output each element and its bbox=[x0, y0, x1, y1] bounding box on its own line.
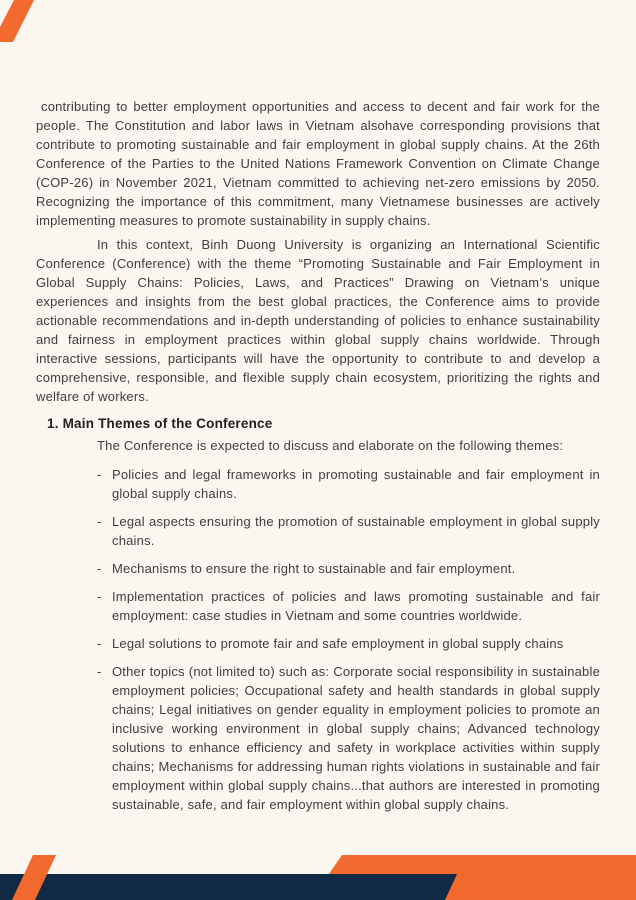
footer-navy-band-shape bbox=[0, 874, 457, 900]
section-intro-line: The Conference is expected to discuss and elaborate on the following themes: bbox=[97, 438, 564, 453]
themes-bullet-list bbox=[97, 465, 600, 814]
list-item bbox=[97, 587, 600, 625]
bullet-dash-marker: - bbox=[97, 636, 102, 651]
bullet-text-legal-aspects: Legal aspects ensuring the promotion of sustainable employment in global supply chains. bbox=[112, 514, 600, 548]
document-body bbox=[36, 97, 600, 823]
footer-ribbon-decoration bbox=[0, 830, 636, 900]
list-item bbox=[97, 512, 600, 550]
bullet-text-other-topics: Other topics (not limited to) such as: Corporate social responsibility in sustainable employment policies; Occupational safety and health standards in global supply chains; Legal initiatives on gender equality in employment policies to promote an inclusive working environment in global supply chains; Advanced technology solutions to enhance efficiency and safety in workplace activities within supply chains; Mechanisms for addressing human rights violations in sustainable and fair employment within global supply chains...that authors are interested in promoting sustainable, safe, and fair employment within global supply chains. bbox=[112, 664, 600, 812]
list-item bbox=[97, 634, 600, 653]
bullet-dash-marker: - bbox=[97, 561, 102, 576]
list-item bbox=[97, 662, 600, 814]
bullet-text-legal-solutions: Legal solutions to promote fair and safe employment in global supply chains bbox=[112, 636, 564, 651]
section-heading-main-themes: 1. Main Themes of the Conference bbox=[47, 416, 273, 431]
bullet-text-implementation-practices: Implementation practices of policies and laws promoting sustainable and fair employment: case studies in Vietnam and some countries worldwide. bbox=[112, 589, 600, 623]
list-item bbox=[97, 465, 600, 503]
paragraph-continuation: contributing to better employment opportunities and access to decent and fair work for the people. The Constitution and labor laws in Vietnam alsohave corresponding provisions that contribute to promoting sustainable and fair employment in global supply chains. At the 26th Conference of the Parties to the United Nations Framework Convention on Climate Change (COP-26) in November 2021, Vietnam committed to achieving net-zero emissions by 2050. Recognizing the importance of this commitment, many Vietnamese businesses are actively implementing measures to promote sustainability in supply chains. bbox=[36, 99, 600, 228]
bullet-dash-marker: - bbox=[97, 664, 102, 679]
bullet-text-mechanisms: Mechanisms to ensure the right to sustainable and fair employment. bbox=[112, 561, 516, 576]
bullet-dash-marker: - bbox=[97, 589, 102, 604]
bullet-dash-marker: - bbox=[97, 467, 102, 482]
paragraph-conference-context: In this context, Binh Duong University is organizing an International Scientific Conference (Conference) with the theme “Promoting Sustainable and Fair Employment in Global Supply Chains: Policies, Laws, and Practices” Drawing on Vietnam’s unique experiences and insights from the best global practices, the Conference aims to provide actionable recommendations and in-depth understanding of policies to enhance sustainability and fairness in employment practices within global supply chains worldwide. Through interactive sessions, participants will have the opportunity to contribute to and develop a comprehensive, responsible, and flexible supply chain ecosystem, prioritizing the rights and welfare of workers. bbox=[36, 237, 600, 404]
bullet-dash-marker: - bbox=[97, 514, 102, 529]
corner-accent-decoration bbox=[0, 0, 60, 50]
bullet-text-policies-frameworks: Policies and legal frameworks in promoting sustainable and fair employment in global supply chains. bbox=[112, 467, 600, 501]
corner-orange-stripe-shape bbox=[0, 0, 34, 42]
list-item bbox=[97, 559, 600, 578]
